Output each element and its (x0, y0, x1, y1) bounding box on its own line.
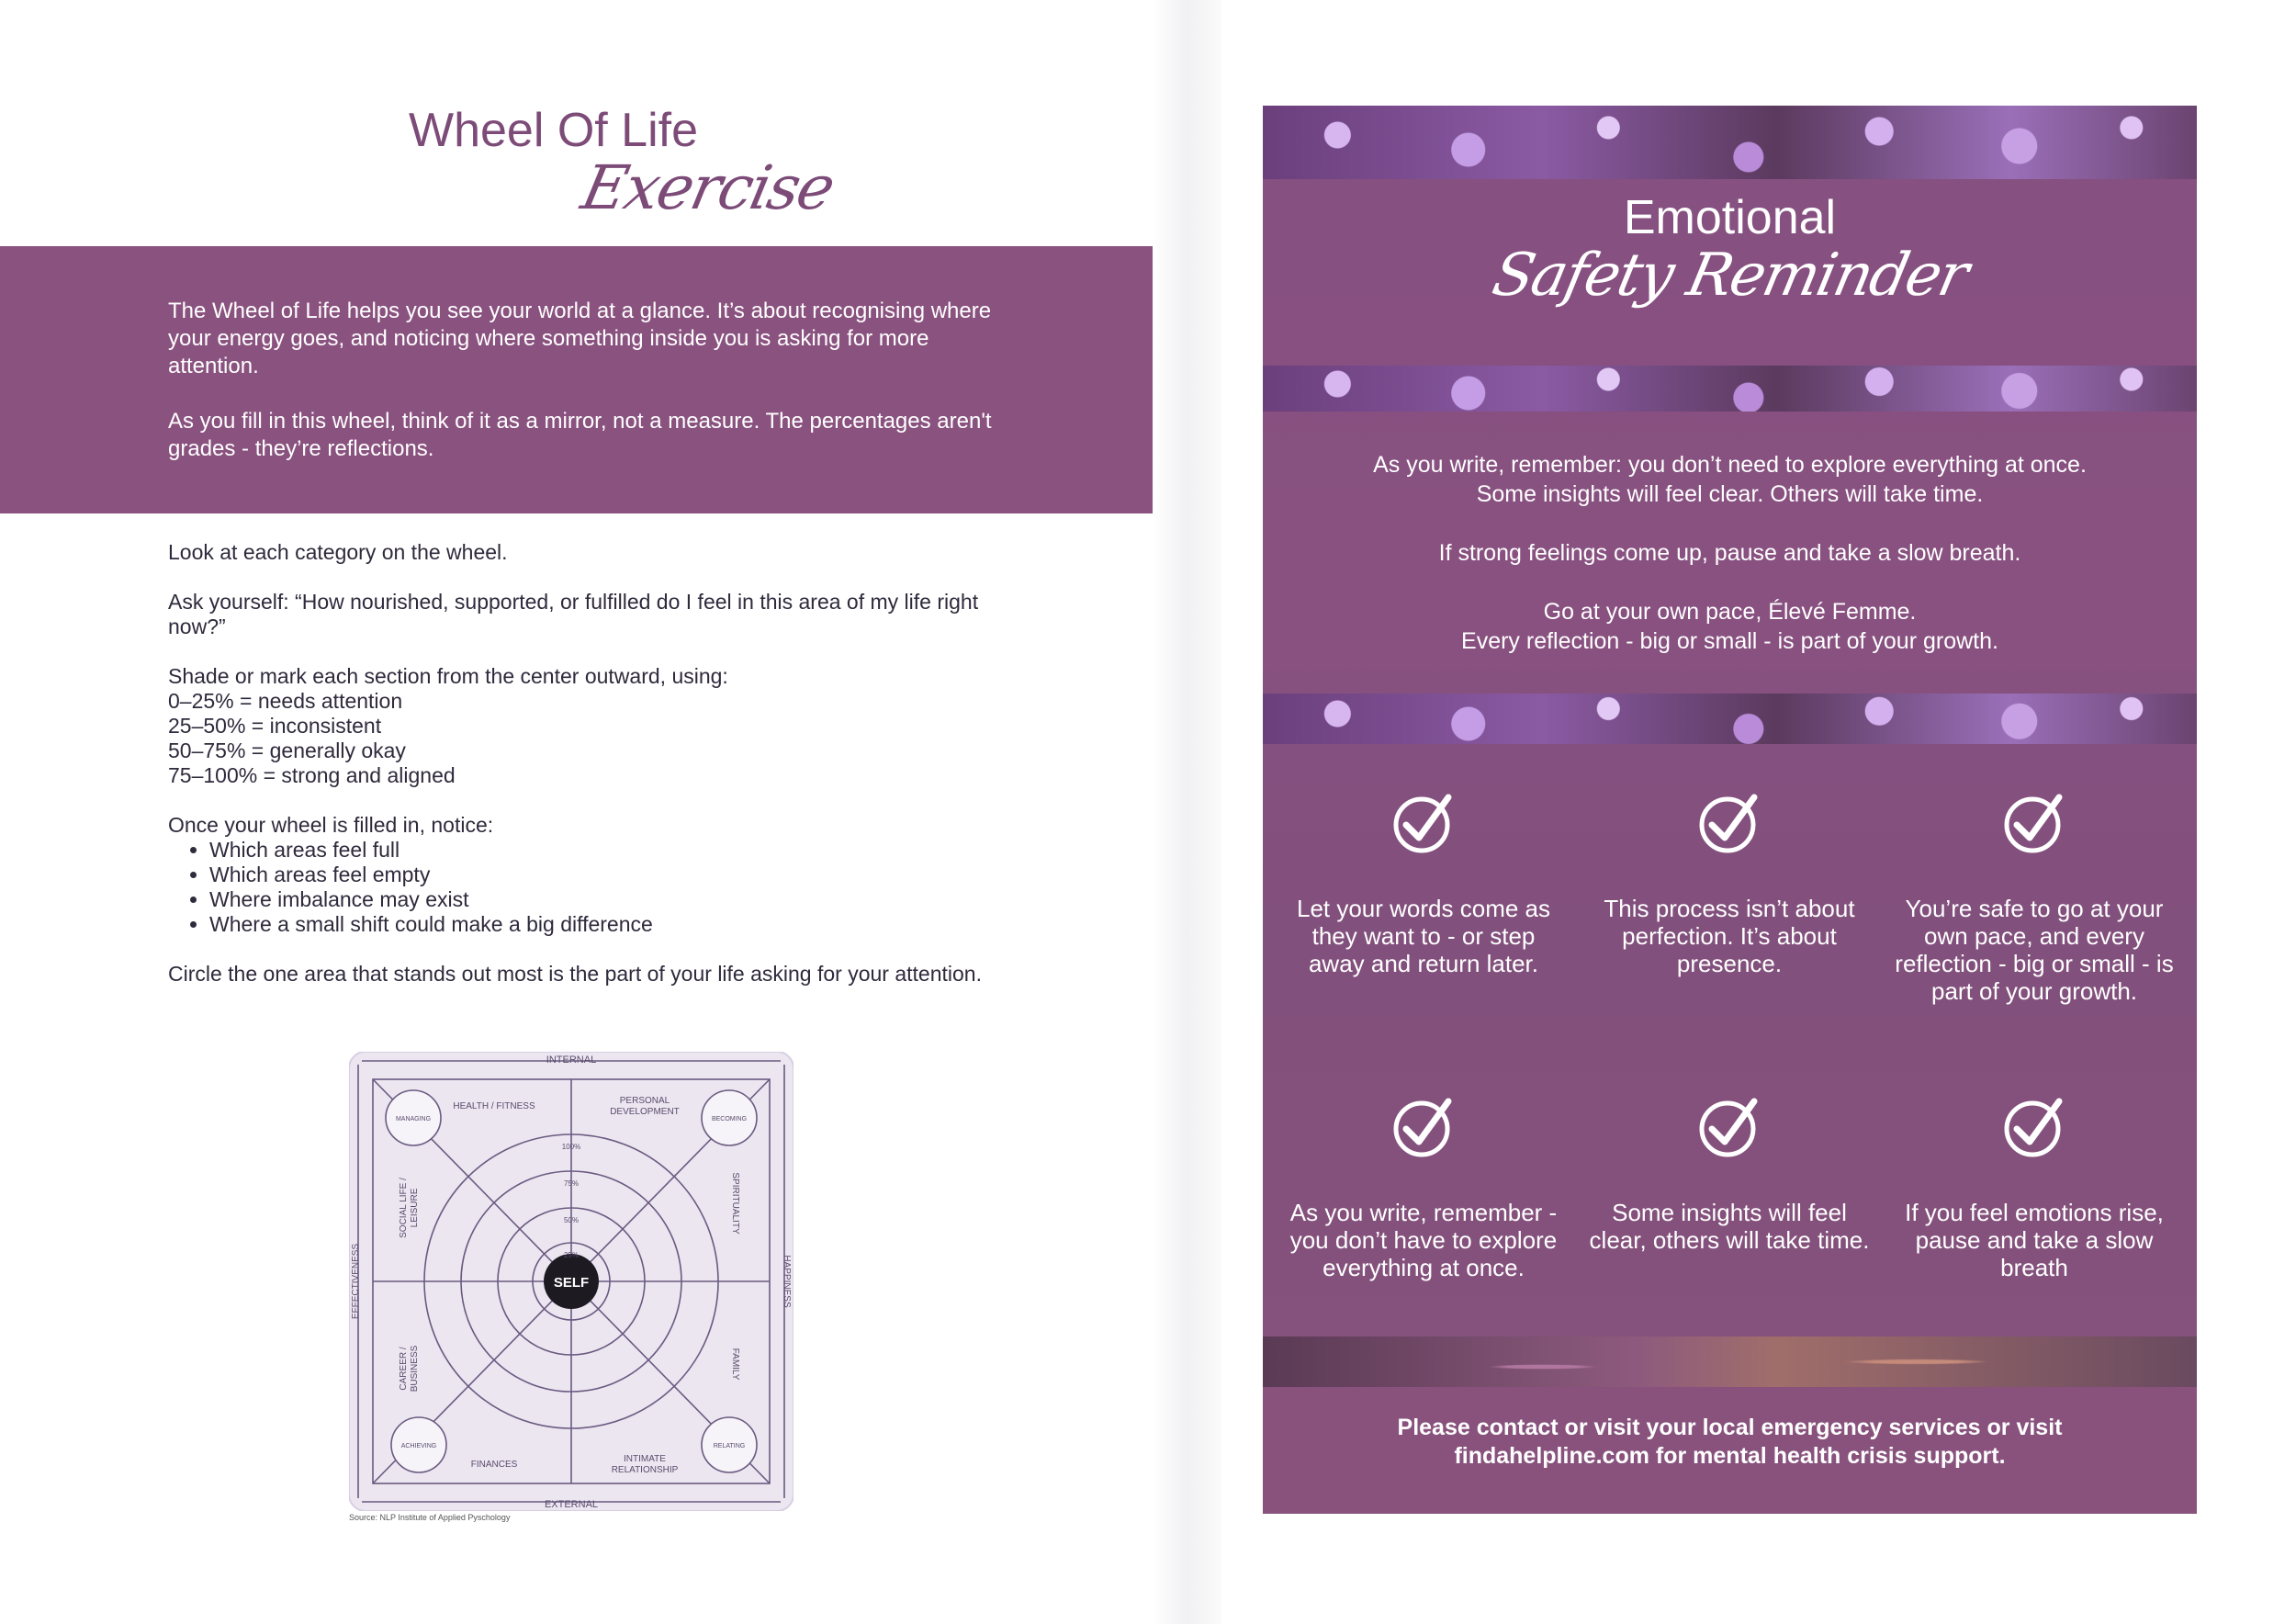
reminder-paragraph: If strong feelings come up, pause and take a slow breath. (1438, 540, 2021, 566)
list-item: • Which areas feel full (209, 838, 1022, 863)
wheel-area-label: FINANCES (470, 1460, 518, 1470)
path-image-strip (1263, 1336, 2197, 1387)
feature-item (1281, 790, 1566, 977)
feature-item (1892, 1094, 2177, 1281)
feature-text: Some insights will feel clear, others will take time. (1589, 1199, 1870, 1254)
feature-text: This process isn’t about perfection. It’s about presence. (1604, 895, 1855, 977)
page-gutter (1153, 0, 1221, 1624)
checkmark-icon (1391, 1094, 1456, 1158)
wheel-ring-label: 75% (563, 1179, 580, 1188)
page-title: Emotional (1623, 191, 1837, 244)
page-subtitle-script: Exercise (575, 152, 840, 223)
instruction: Look at each category on the wheel. (168, 540, 508, 564)
wheel-left-label: EFFECTIVENESS (351, 1243, 361, 1320)
wheel-corner-label: BECOMING (711, 1116, 748, 1122)
wheel-area-label: FAMILY (730, 1348, 740, 1381)
wheel-area-label: DEVELOPMENT (610, 1107, 680, 1117)
feature-text: You’re safe to go at your own pace, and every reflection - big or small - is part of your growth. (1895, 895, 2174, 1005)
intro-paragraph: The Wheel of Life helps you see your world at a glance. It’s about recognising where your energy goes, and noticing where something inside you is asking for more attention. (168, 299, 992, 378)
wheel-area-label: LEISURE (410, 1188, 420, 1228)
checkmark-icon (2002, 1094, 2066, 1158)
intro-text (168, 298, 1022, 491)
instructions (168, 540, 1022, 1011)
reminder-paragraph: As you write, remember: you don’t need to explore everything at once. Some insights will feel clear. Others will take time. (1373, 452, 2087, 507)
wheel-area-label: CAREER / (399, 1347, 409, 1391)
wheel-area-label: PERSONAL (619, 1096, 670, 1106)
reminder-paragraph: Go at your own pace, Élevé Femme. Every reflection - big or small - is part of your growth. (1461, 599, 1998, 654)
wheel-right-label: HAPPINESS (782, 1255, 792, 1308)
intro-paragraph: As you fill in this wheel, think of it as a mirror, not a measure. The percentages aren't grades - they’re reflections. (168, 409, 992, 461)
wheel-corner-label: MANAGING (395, 1116, 432, 1122)
notice-list (168, 838, 1022, 937)
wheel-center-label: SELF (553, 1275, 590, 1291)
safety-reminder-page (1263, 106, 2197, 1514)
wheel-of-life-diagram (349, 1052, 793, 1511)
wheel-corner-label: ACHIEVING (400, 1443, 437, 1449)
list-item: • Where imbalance may exist (209, 887, 1022, 912)
scale-intro: Shade or mark each section from the center outward, using: (168, 664, 728, 688)
feature-text: If you feel emotions rise, pause and take a slow breath (1905, 1199, 2164, 1281)
wheel-top-label: INTERNAL (546, 1054, 597, 1066)
reminder-text (1300, 450, 2160, 685)
feature-item (1892, 790, 2177, 1005)
wheel-corner-label: RELATING (713, 1443, 746, 1449)
wheel-ring-label: 100% (561, 1143, 581, 1151)
scale-item: 25–50% = inconsistent (168, 714, 382, 738)
tree-image-strip (1263, 366, 2197, 412)
feature-text: Let your words come as they want to - or step away and return later. (1296, 895, 1550, 977)
instruction: Ask yourself: “How nourished, supported, or fulfilled do I feel in this area of my life right now?” (168, 590, 979, 638)
scale-item: 75–100% = strong and aligned (168, 763, 456, 787)
wheel-area-label: SOCIAL LIFE / (399, 1178, 409, 1238)
wheel-area-label: RELATIONSHIP (611, 1465, 679, 1475)
feature-item (1587, 1094, 1872, 1254)
scale-item: 0–25% = needs attention (168, 689, 403, 713)
crisis-support-note: Please contact or visit your local emergency services or visit findahelpline.com for mental health crisis support. (1397, 1415, 2063, 1469)
checkmark-icon (2002, 790, 2066, 854)
tree-image-strip (1263, 694, 2197, 744)
wheel-area-label: HEALTH / FITNESS (453, 1101, 535, 1111)
list-item: • Where a small shift could make a big difference (209, 912, 1022, 937)
checkmark-icon (1391, 790, 1456, 854)
closing-instruction: Circle the one area that stands out most is the part of your life asking for your attention. (168, 962, 982, 986)
feature-text: As you write, remember - you don’t have to explore everything at once. (1289, 1199, 1558, 1281)
wheel-ring-label: 50% (563, 1216, 580, 1224)
scale-item: 50–75% = generally okay (168, 739, 406, 762)
wheel-bottom-label: EXTERNAL (544, 1499, 599, 1510)
wheel-area-label: INTIMATE (624, 1454, 666, 1464)
tree-image-strip (1263, 106, 2197, 179)
checkmark-icon (1697, 790, 1761, 854)
page-subtitle-script: Safety Reminder (1486, 242, 1974, 310)
feature-item (1281, 1094, 1566, 1281)
wheel-area-label: SPIRITUALITY (730, 1172, 740, 1235)
wheel-area-label: BUSINESS (410, 1345, 420, 1393)
feature-item (1587, 790, 1872, 977)
page-title: Wheel Of Life (409, 104, 699, 157)
checkmark-icon (1697, 1094, 1761, 1158)
wheel-ring-label: 25% (563, 1251, 580, 1259)
notice-intro: Once your wheel is filled in, notice: (168, 813, 494, 837)
wheel-source-caption: Source: NLP Institute of Applied Pyschology (349, 1513, 511, 1522)
list-item: • Which areas feel empty (209, 863, 1022, 887)
